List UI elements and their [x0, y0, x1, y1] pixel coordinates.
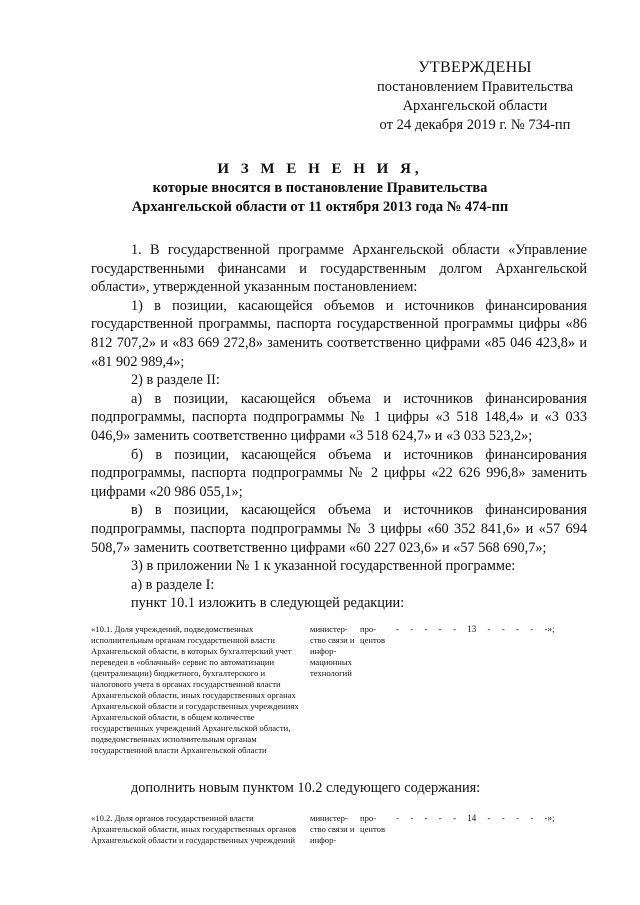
- heading-line-2: Архангельской области от 11 октября 2013 года № 474-пп: [131, 199, 509, 215]
- indicator-unit: про-центов: [360, 813, 386, 834]
- paragraph-5: б) в позиции, касающейся объема и источников финансирования подпрограммы, паспорта подпрограммы № 2 цифры «22 626 996,8» заменить цифрами «20 986 055,1»;: [91, 446, 587, 500]
- indicator-responsible: министер-ство связи и инфор-мационных технологий: [310, 624, 355, 678]
- document-heading: [90, 160, 550, 217]
- indicator-unit: про-центов: [360, 624, 386, 645]
- paragraph-1: 1. В государственной программе Архангельской области «Управление государственными финансами и государственным долгом Архангельской области», утвержденной указанным постановлением:: [91, 242, 587, 296]
- indicator-name: «10.1. Доля учреждений, подведомственных исполнительным органам государственной власти Архангельской области, в которых бухгалтерский учет переведен в «облачный» сервис по автоматизации (централизации) бюджетного, бухгалтерского и налогового учета в органах государственной власти Архангельской области, иных государственных органах Архангельской области и государственных учреждениях Архангельской области, в общем количестве государственных учреждений Архангельской области, подведомственных исполнительным органам государственной власти Архангельской области: [91, 624, 299, 755]
- approval-stamp: [360, 58, 590, 135]
- indicator-table-10-1: [91, 624, 591, 774]
- paragraph-4: а) в позиции, касающейся объема и источников финансирования подпрограммы, паспорта подпрограммы № 1 цифры «3 518 148,4» и «3 033 046,9» заменить соответственно цифрами «3 518 624,7» и «3 033 523,2»;: [91, 390, 587, 444]
- paragraph-7: 3) в приложении № 1 к указанной государственной программе:: [131, 558, 516, 575]
- approval-line-3: от 24 декабря 2019 г. № 734-пп: [379, 117, 571, 133]
- indicator-values: - - - - - 13 - - - - -»;: [396, 624, 555, 634]
- indicator-name: «10.2. Доля органов государственной власти Архангельской области, иных государственных органов Архангельской области и государственных учреждений: [91, 813, 297, 845]
- approval-title: УТВЕРЖДЕНЫ: [418, 59, 532, 76]
- indicator-values: - - - - - 14 - - - - -»;: [396, 813, 555, 823]
- approval-line-2: Архангельской области: [402, 98, 548, 114]
- heading-title: И З М Е Н Е Н И Я,: [217, 161, 423, 177]
- approval-line-1: постановлением Правительства: [376, 79, 574, 95]
- paragraph-9: пункт 10.1 изложить в следующей редакции:: [131, 595, 405, 612]
- paragraph-3: 2) в разделе II:: [131, 372, 220, 389]
- paragraph-8: а) в разделе I:: [131, 576, 215, 593]
- paragraph-2: 1) в позиции, касающейся объемов и источников финансирования государственной программы, паспорта государственной программы цифры «86 812 707,2» и «83 669 272,8» заменить соответственно цифрами «85 046 423,8» и «81 902 989,4»;: [91, 297, 587, 370]
- heading-line-1: которые вносятся в постановление Правительства: [152, 180, 488, 196]
- document-body: [91, 241, 587, 613]
- indicator-responsible: министер-ство связи и инфор-: [310, 813, 355, 845]
- instruction-line: дополнить новым пунктом 10.2 следующего содержания:: [131, 780, 481, 796]
- indicator-table-10-2: [91, 813, 591, 853]
- paragraph-6: в) в позиции, касающейся объема и источников финансирования подпрограммы, паспорта подпрограммы № 3 цифры «60 352 841,6» и «57 694 508,7» заменить соответственно цифрами «60 227 023,6» и «57 568 690,7»;: [91, 502, 587, 556]
